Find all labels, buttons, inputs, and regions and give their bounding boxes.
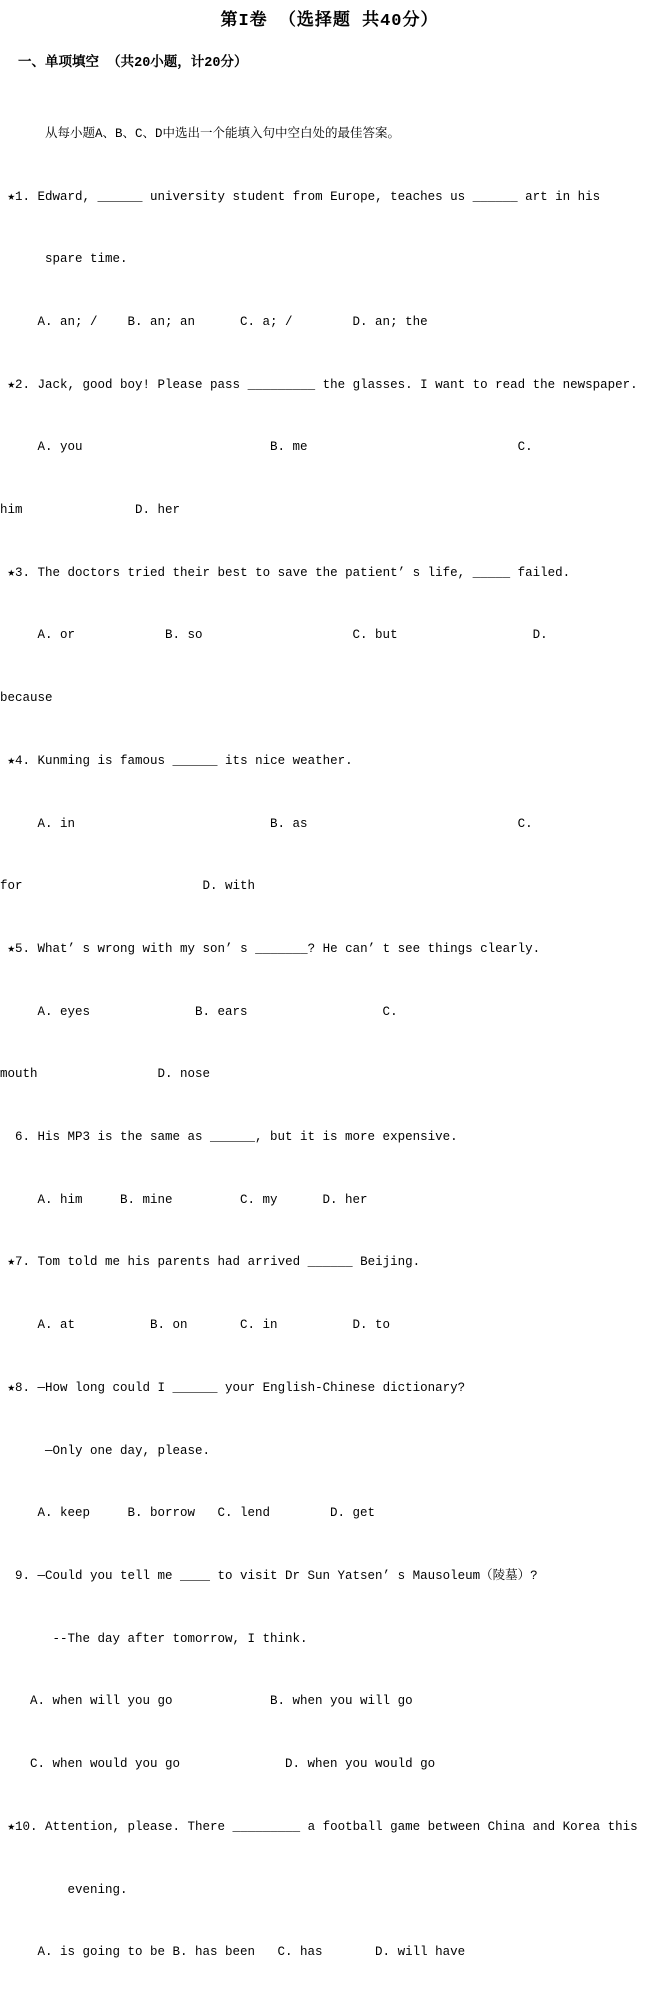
question-6-line: 6. His MP3 is the same as ______, but it is more expensive. — [0, 1130, 458, 1145]
question-1-line: ★1. Edward, ______ university student from Europe, teaches us ______ art in his — [0, 189, 601, 204]
question-7-line: ★7. Tom told me his parents had arrived ______ Beijing. — [0, 1255, 421, 1270]
question-4-options: A. in B. as C. — [0, 816, 533, 831]
question-9-options-cd: C. when would you go D. when you would go — [0, 1757, 436, 1772]
page-title: 第I卷 （选择题 共40分） — [220, 12, 439, 31]
question-10-options: A. is going to be B. has been C. has D. will have — [0, 1945, 466, 1960]
question-3-line: ★3. The doctors tried their best to save the patient’ s life, _____ failed. — [0, 565, 571, 580]
question-5-line: ★5. What’ s wrong with my son’ s _______? He can’ t see things clearly. — [0, 941, 541, 956]
question-3-options: A. or B. so C. but D. — [0, 628, 548, 643]
question-10-continuation: evening. — [0, 1882, 128, 1897]
question-4-line: ★4. Kunming is famous ______ its nice weather. — [0, 753, 353, 768]
question-4-options-wrap: for D. with — [0, 879, 256, 894]
question-2-options-wrap: him D. her — [0, 503, 181, 518]
question-9-reply: --The day after tomorrow, I think. — [0, 1631, 308, 1646]
question-8-line: ★8. —How long could I ______ your English-Chinese dictionary? — [0, 1380, 466, 1395]
instruction-line: 从每小题A、B、C、D中选出一个能填入句中空白处的最佳答案。 — [0, 126, 401, 141]
question-3-options-wrap: because — [0, 691, 53, 706]
question-9-options-ab: A. when will you go B. when you will go — [0, 1694, 413, 1709]
question-5-options-wrap: mouth D. nose — [0, 1067, 211, 1082]
question-1-options: A. an; / B. an; an C. a; / D. an; the — [0, 314, 428, 329]
question-9-line: 9. —Could you tell me ____ to visit Dr Sun Yatsen’ s Mausoleum（陵墓）? — [0, 1568, 538, 1583]
question-8-reply: —Only one day, please. — [0, 1443, 211, 1458]
question-text-block — [0, 82, 659, 2005]
question-2-line: ★2. Jack, good boy! Please pass _________ the glasses. I want to read the newspaper. — [0, 377, 638, 392]
question-10-line: ★10. Attention, please. There _________ a football game between China and Korea this — [0, 1819, 638, 1834]
section-heading: 一、单项填空 （共20小题，计20分） — [18, 56, 248, 71]
question-5-options: A. eyes B. ears C. — [0, 1004, 398, 1019]
question-1-continuation: spare time. — [0, 252, 128, 267]
question-6-options: A. him B. mine C. my D. her — [0, 1192, 368, 1207]
question-7-options: A. at B. on C. in D. to — [0, 1318, 391, 1333]
question-2-options: A. you B. me C. — [0, 440, 533, 455]
question-8-options: A. keep B. borrow C. lend D. get — [0, 1506, 376, 1521]
